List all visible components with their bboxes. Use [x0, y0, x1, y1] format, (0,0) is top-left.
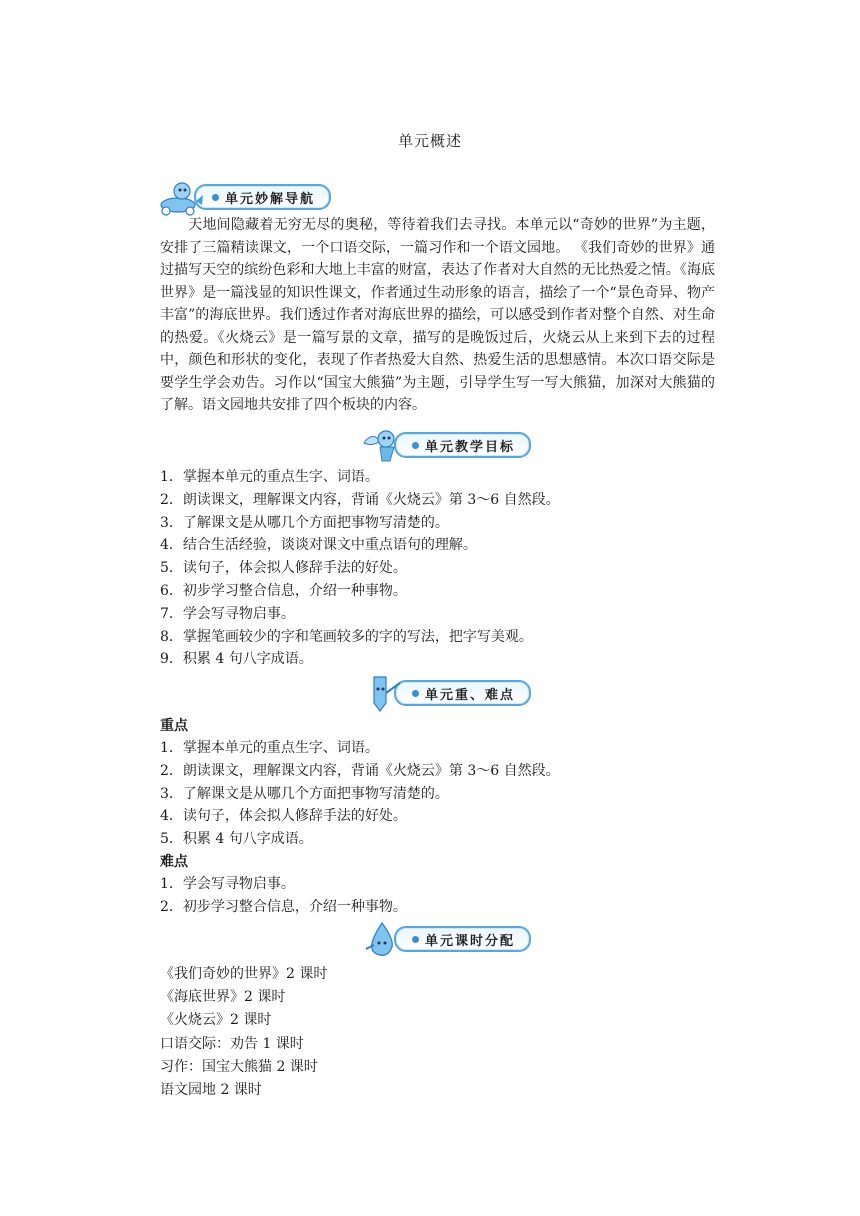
list-item: 6．初步学习整合信息，介绍一种事物。 [160, 582, 407, 599]
guide-paragraph-text: 天地间隐藏着无穷无尽的奥秘，等待着我们去寻找。本单元以“奇妙的世界”为主题，安排了三篇精读课文，一个口语交际，一篇习作和一个语文园地。 《我们奇妙的世界》通过描写天空的缤纷色彩和大地上丰富的财富，表达了作者对大自然的无比热爱之情。《海底世界》是一篇浅显的知识性课文，作者通过生动形象的语言，描绘了一个“景色奇异、物产丰富”的海底世界。我们透过作者对海底世界的描绘，可以感受到作者对整个自然、对生命的热爱。《火烧云》是一篇写景的文章，描写的是晚饭过后，火烧云从上来到下去的过程中，颜色和形状的变化，表现了作者热爱大自然、热爱生活的思想感情。本次口语交际是要学生学会劝告。习作以“国宝大熊猫”为主题，引导学生写一写大熊猫，加深对大熊猫的了解。语文园地共安排了四个板块的内容。 [160, 217, 715, 413]
list-item: 7．学会写寻物启事。 [160, 605, 295, 622]
list-item: 5．积累 4 句八字成语。 [160, 831, 313, 848]
mascot-drop-icon [360, 919, 404, 959]
banner-label: 单元重、难点 [425, 687, 516, 703]
banner-label: 单元妙解导航 [225, 191, 316, 207]
key-list [160, 737, 720, 851]
goals-list [160, 466, 720, 671]
list-item: 《我们奇妙的世界》2 课时 [160, 966, 328, 982]
list-item: 1．学会写寻物启事。 [160, 876, 295, 892]
mascot-fairy-icon [360, 425, 404, 465]
list-item: 语文园地 2 课时 [160, 1082, 262, 1099]
list-item: 2．初步学习整合信息，介绍一种事物。 [160, 898, 407, 915]
guide-paragraph [160, 214, 715, 417]
list-item: 1．掌握本单元的重点生字、词语。 [160, 740, 379, 756]
list-item: 2．朗读课文，理解课文内容，背诵《火烧云》第 3～6 自然段。 [160, 762, 560, 779]
section-banner-guide [160, 180, 331, 214]
list-item: 4．结合生活经验，谈谈对课文中重点语句的理解。 [160, 537, 477, 554]
list-item: 3．了解课文是从哪几个方面把事物写清楚的。 [160, 785, 449, 802]
schedule-list [160, 963, 327, 1102]
list-item: 习作：国宝大熊猫 2 课时 [160, 1058, 318, 1075]
list-item: 9．积累 4 句八字成语。 [160, 651, 313, 668]
section-banner-goals [360, 428, 531, 462]
list-item: 《火烧云》2 课时 [160, 1012, 272, 1029]
list-item: 4．读句子，体会拟人修辞手法的好处。 [160, 808, 407, 825]
list-item: 5．读句子，体会拟人修辞手法的好处。 [160, 560, 407, 577]
section-banner-keypoints [360, 676, 531, 710]
banner-label: 单元课时分配 [425, 933, 516, 949]
list-item: 8．掌握笔画较少的字和笔画较多的字的写法，把字写美观。 [160, 628, 533, 645]
list-item: 2．朗读课文，理解课文内容，背诵《火烧云》第 3～6 自然段。 [160, 491, 560, 508]
banner-label: 单元教学目标 [425, 439, 516, 455]
mascot-plane-icon [160, 177, 204, 217]
difficult-list [160, 873, 720, 919]
list-item: 《海底世界》2 课时 [160, 989, 286, 1006]
section-banner-schedule [360, 922, 531, 956]
mascot-pencil-icon [360, 673, 404, 713]
list-item: 1．掌握本单元的重点生字、词语。 [160, 469, 379, 485]
key-subheading: 重点 [160, 718, 188, 734]
difficult-subheading: 难点 [160, 854, 188, 870]
page-title: 单元概述 [397, 132, 462, 150]
list-item: 口语交际：劝告 1 课时 [160, 1035, 304, 1052]
list-item: 3．了解课文是从哪几个方面把事物写清楚的。 [160, 514, 449, 531]
